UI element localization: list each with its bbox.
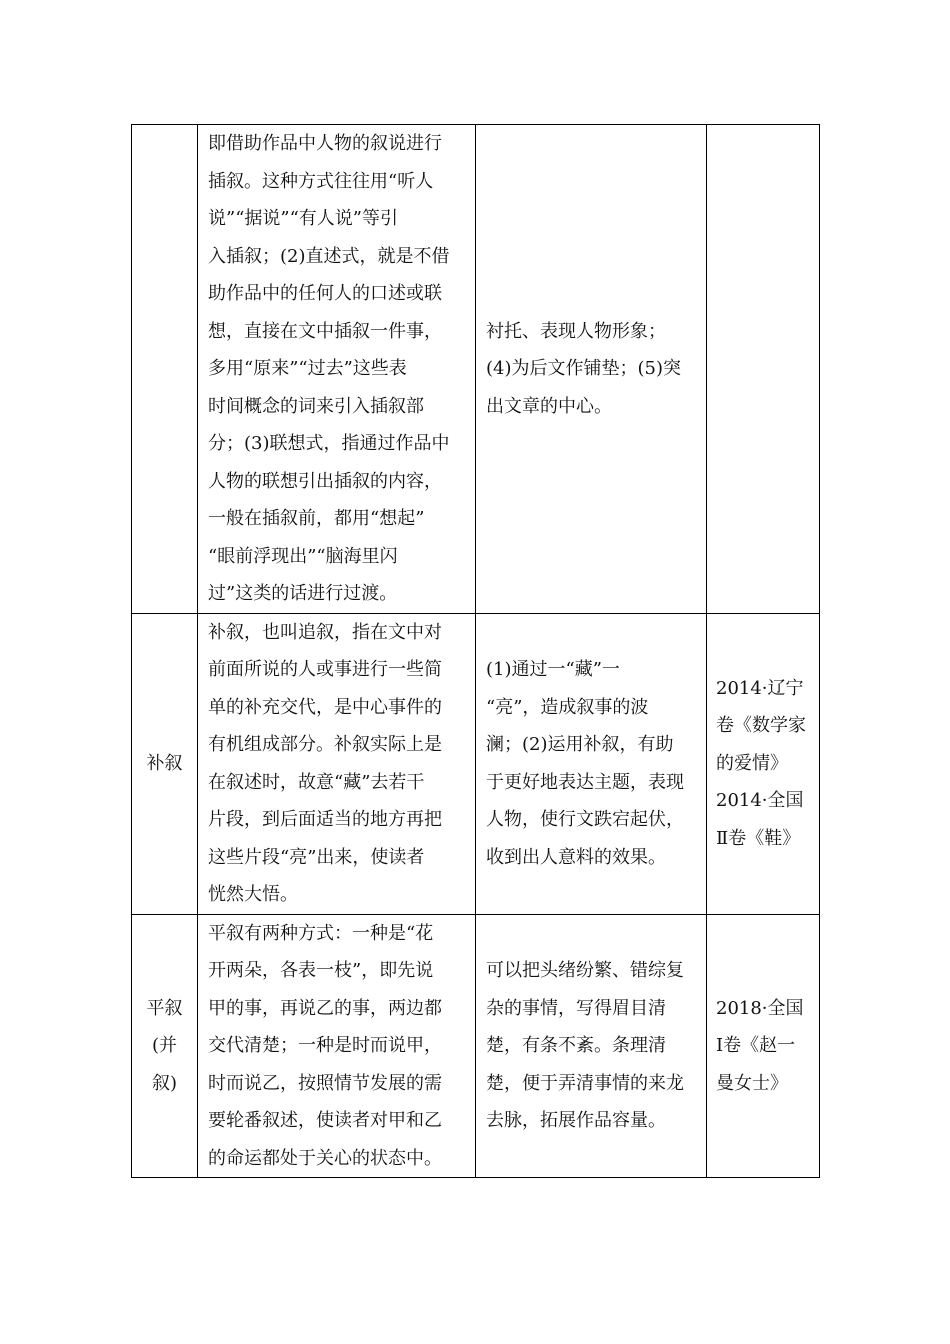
- text-line: 过”这类的话进行过渡。: [208, 583, 398, 604]
- technique-name: 补叙: [146, 752, 183, 774]
- text-line: 想，直接在文中插叙一件事，: [208, 320, 442, 342]
- text-line: 要轮番叙述，使读者对甲和乙: [208, 1110, 442, 1131]
- text-line: 人物，使行文跌宕起伏，: [486, 809, 684, 830]
- text-line: 交代清楚；一种是时而说甲，: [208, 1035, 442, 1056]
- examples-cell: [707, 613, 820, 914]
- text-line: 澜；(2)运用补叙，有助: [486, 734, 674, 755]
- text-line: 可以把头绪纷繁、错综复: [486, 960, 684, 981]
- text-line: (4)为后文作铺垫；(5)突: [486, 358, 681, 379]
- text-line: 的命运都处于关心的状态中。: [208, 1147, 442, 1169]
- table-row: [132, 613, 820, 914]
- technique-name: 叙): [151, 1072, 178, 1094]
- examples-cell: [707, 125, 820, 614]
- text-line: 收到出人意料的效果。: [486, 846, 666, 868]
- text-line: 曼女士》: [716, 1072, 788, 1094]
- text-line: 一般在插叙前，都用“想起”: [208, 508, 425, 529]
- text-line: 平叙有两种方式：一种是“花: [208, 922, 434, 944]
- text-line: 人物的联想引出插叙的内容，: [208, 470, 442, 492]
- text-line: 恍然大悟。: [208, 884, 298, 905]
- text-line: 入插叙；(2)直述式，就是不借: [208, 245, 450, 267]
- text-line: 有机组成部分。补叙实际上是: [208, 734, 442, 755]
- text-line: 卷《数学家: [716, 715, 806, 737]
- text-line: 插叙。这种方式往往用“听人: [208, 170, 434, 192]
- text-line: 甲的事，再说乙的事，两边都: [208, 997, 442, 1019]
- text-line: 前面所说的人或事进行一些简: [208, 659, 442, 680]
- text-line: 即借助作品中人物的叙说进行: [208, 133, 442, 154]
- text-line: 2014·全国: [716, 790, 804, 812]
- definition-cell: [198, 914, 476, 1178]
- text-line: 楚，便于弄清事情的来龙: [486, 1072, 684, 1094]
- text-line: 2018·全国: [716, 997, 804, 1019]
- text-line: 去脉，拓展作品容量。: [486, 1110, 666, 1131]
- text-line: 出文章的中心。: [486, 395, 612, 417]
- text-line: Ⅱ卷《鞋》: [716, 827, 801, 849]
- text-line: 2014·辽宁: [716, 677, 804, 699]
- text-line: 多用“原来”“过去”这些表: [208, 358, 407, 379]
- text-line: 助作品中的任何人的口述或联: [208, 283, 442, 304]
- text-line: 于更好地表达主题，表现: [486, 771, 684, 793]
- technique-name-cell: [132, 613, 198, 914]
- definition-cell: [198, 613, 476, 914]
- examples-cell: [707, 914, 820, 1178]
- text-line: 单的补充交代，是中心事件的: [208, 696, 442, 718]
- table-row: [132, 125, 820, 614]
- text-line: 的爱情》: [716, 752, 788, 774]
- text-line: Ⅰ卷《赵一: [716, 1035, 796, 1056]
- text-line: 片段，到后面适当的地方再把: [208, 809, 442, 830]
- technique-name-cell: [132, 125, 198, 614]
- narration-techniques-table: [131, 124, 820, 1178]
- definition-cell: [198, 125, 476, 614]
- effect-cell: [476, 613, 707, 914]
- table-row: [132, 914, 820, 1178]
- text-line: 补叙，也叫追叙，指在文中对: [208, 621, 442, 643]
- text-line: 楚，有条不紊。条理清: [486, 1035, 666, 1056]
- text-line: 时而说乙，按照情节发展的需: [208, 1072, 442, 1094]
- text-line: (1)通过一“藏”一: [486, 659, 620, 680]
- text-line: “亮”，造成叙事的波: [486, 696, 649, 718]
- effect-cell: [476, 914, 707, 1178]
- text-line: 这些片段“亮”出来，使读者: [208, 846, 425, 868]
- text-line: 说”“据说”“有人说”等引: [208, 208, 399, 229]
- text-line: 开两朵，各表一枝”，即先说: [208, 960, 434, 981]
- technique-name: 平叙: [146, 997, 183, 1019]
- text-line: 衬托、表现人物形象；: [486, 320, 666, 342]
- effect-cell: [476, 125, 707, 614]
- technique-name-cell: [132, 914, 198, 1178]
- text-line: 分；(3)联想式，指通过作品中: [208, 433, 450, 454]
- text-line: 时间概念的词来引入插叙部: [208, 395, 424, 417]
- text-line: 杂的事情，写得眉目清: [486, 997, 666, 1019]
- text-line: “眼前浮现出”“脑海里闪: [208, 545, 398, 567]
- text-line: 在叙述时，故意“藏”去若干: [208, 771, 425, 793]
- technique-name: (并: [151, 1035, 178, 1056]
